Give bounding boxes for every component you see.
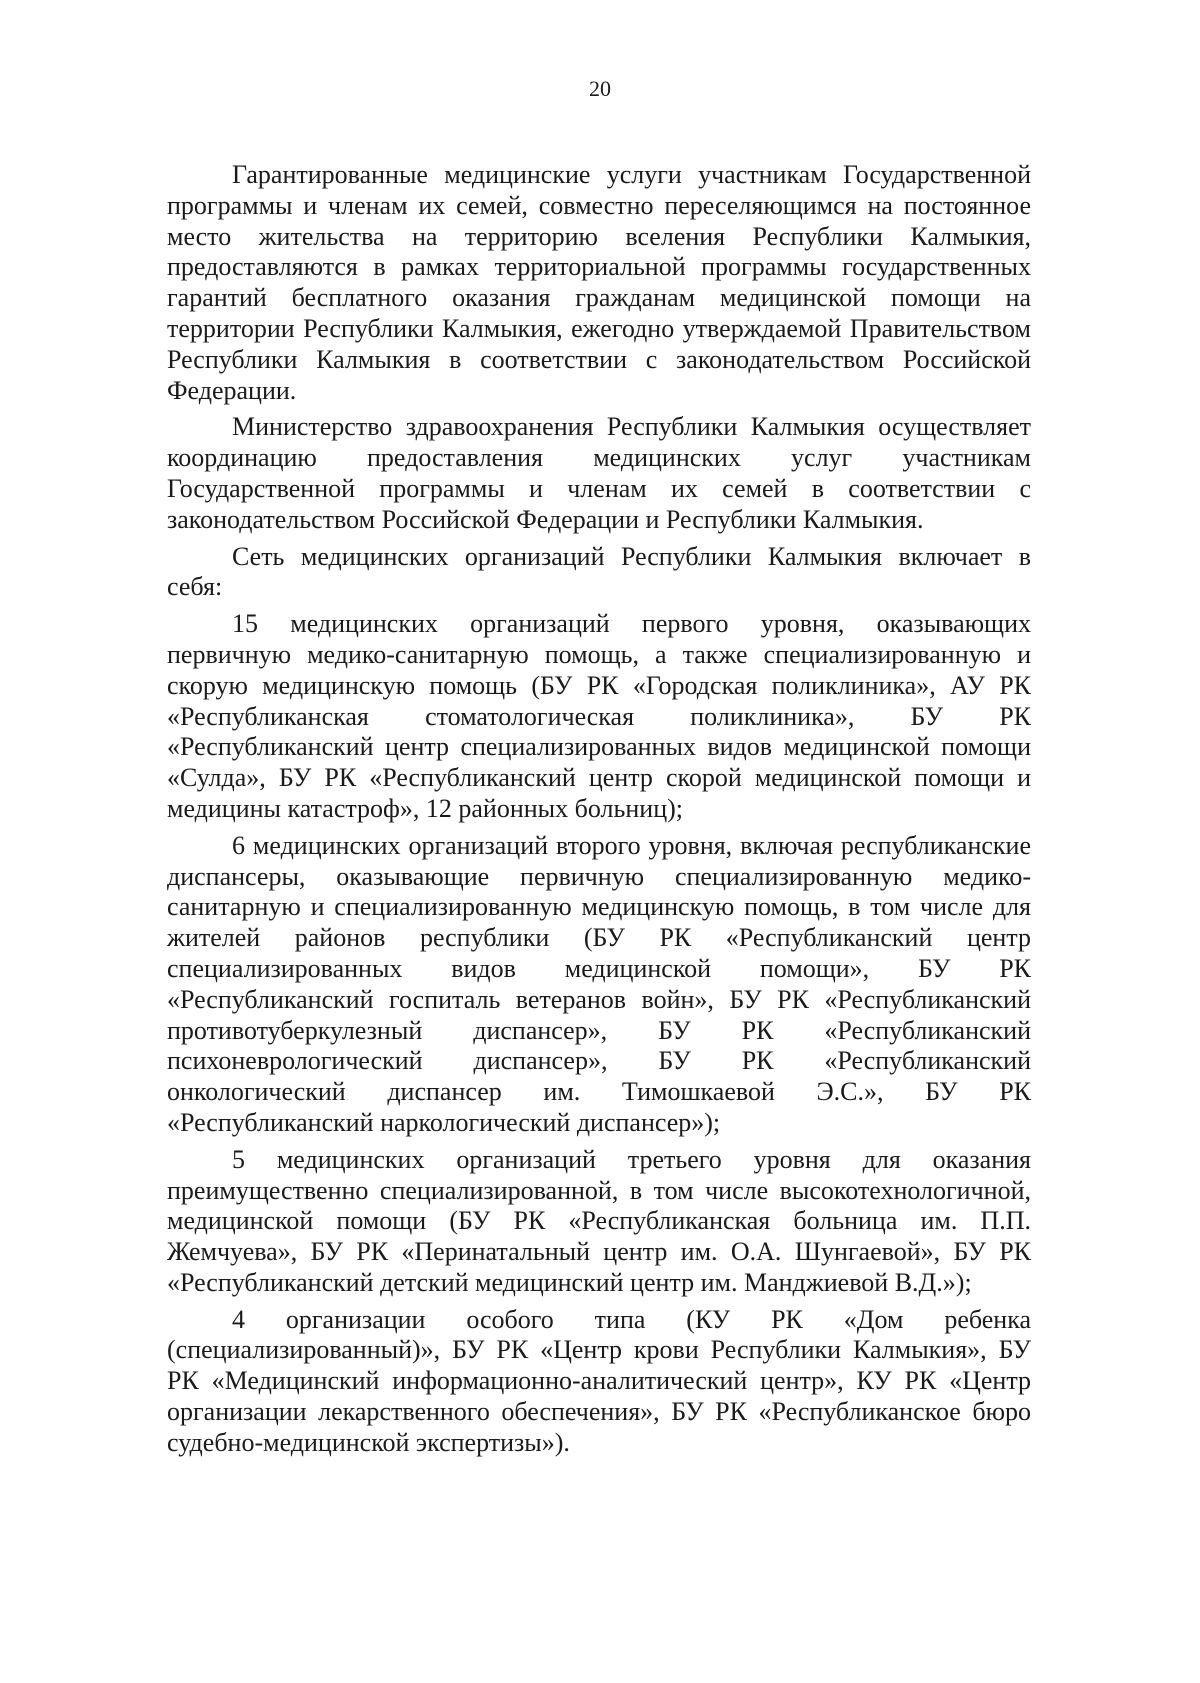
paragraph-second-level-organizations: 6 медицинских организаций второго уровня, включая республиканские диспансеры, оказывающие первичную специализированную медико-санитарную и специализированную медицинскую помощь, в том числе для жителей районов республики (БУ РК «Республиканский центр специализированных видов медицинской помощи», БУ РК «Республиканский госпиталь ветеранов войн», БУ РК «Республиканский противотуберкулезный диспансер», БУ РК «Республиканский психоневрологический диспансер», БУ РК «Республиканский онкологический диспансер им. Тимошкаевой Э.С.», БУ РК «Республиканский наркологический диспансер»); xyxy=(167,830,1031,1137)
paragraph-special-type-organizations: 4 организации особого типа (КУ РК «Дом ребенка (специализированный)», БУ РК «Центр крови Республики Калмыкия», БУ РК «Медицинский информационно-аналитический центр», КУ РК «Центр организации лекарственного обеспечения», БУ РК «Республиканское бюро судебно-медицинской экспертизы»). xyxy=(167,1304,1031,1457)
paragraph-third-level-organizations: 5 медицинских организаций третьего уровня для оказания преимущественно специализированной, в том числе высокотехнологичной, медицинской помощи (БУ РК «Республиканская больница им. П.П. Жемчуева», БУ РК «Перинатальный центр им. О.А. Шунгаевой», БУ РК «Республиканский детский медицинский центр им. Манджиевой В.Д.»); xyxy=(167,1144,1031,1297)
paragraph-first-level-organizations: 15 медицинских организаций первого уровня, оказывающих первичную медико-санитарную помощь, а также специализированную и скорую медицинскую помощь (БУ РК «Городская поликлиника», АУ РК «Республиканская стоматологическая поликлиника», БУ РК «Республиканский центр специализированных видов медицинской помощи «Сулда», БУ РК «Республиканский центр скорой медицинской помощи и медицины катастроф», 12 районных больниц); xyxy=(167,609,1031,823)
document-body xyxy=(167,160,1031,1465)
page-number: 20 xyxy=(589,76,611,101)
paragraph-ministry-coordination: Министерство здравоохранения Республики Калмыкия осуществляет координацию предоставления медицинских услуг участникам Государственной программы и членам их семей в соответствии с законодательством Российской Федерации и Республики Калмыкия. xyxy=(167,412,1031,534)
paragraph-guaranteed-medical-services: Гарантированные медицинские услуги участникам Государственной программы и членам их семей, совместно переселяющимся на постоянное место жительства на территорию вселения Республики Калмыкия, предоставляются в рамках территориальной программы государственных гарантий бесплатного оказания гражданам медицинской помощи на территории Республики Калмыкия, ежегодно утверждаемой Правительством Республики Калмыкия в соответствии с законодательством Российской Федерации. xyxy=(167,160,1031,405)
paragraph-network-intro: Сеть медицинских организаций Республики Калмыкия включает в себя: xyxy=(167,541,1031,602)
